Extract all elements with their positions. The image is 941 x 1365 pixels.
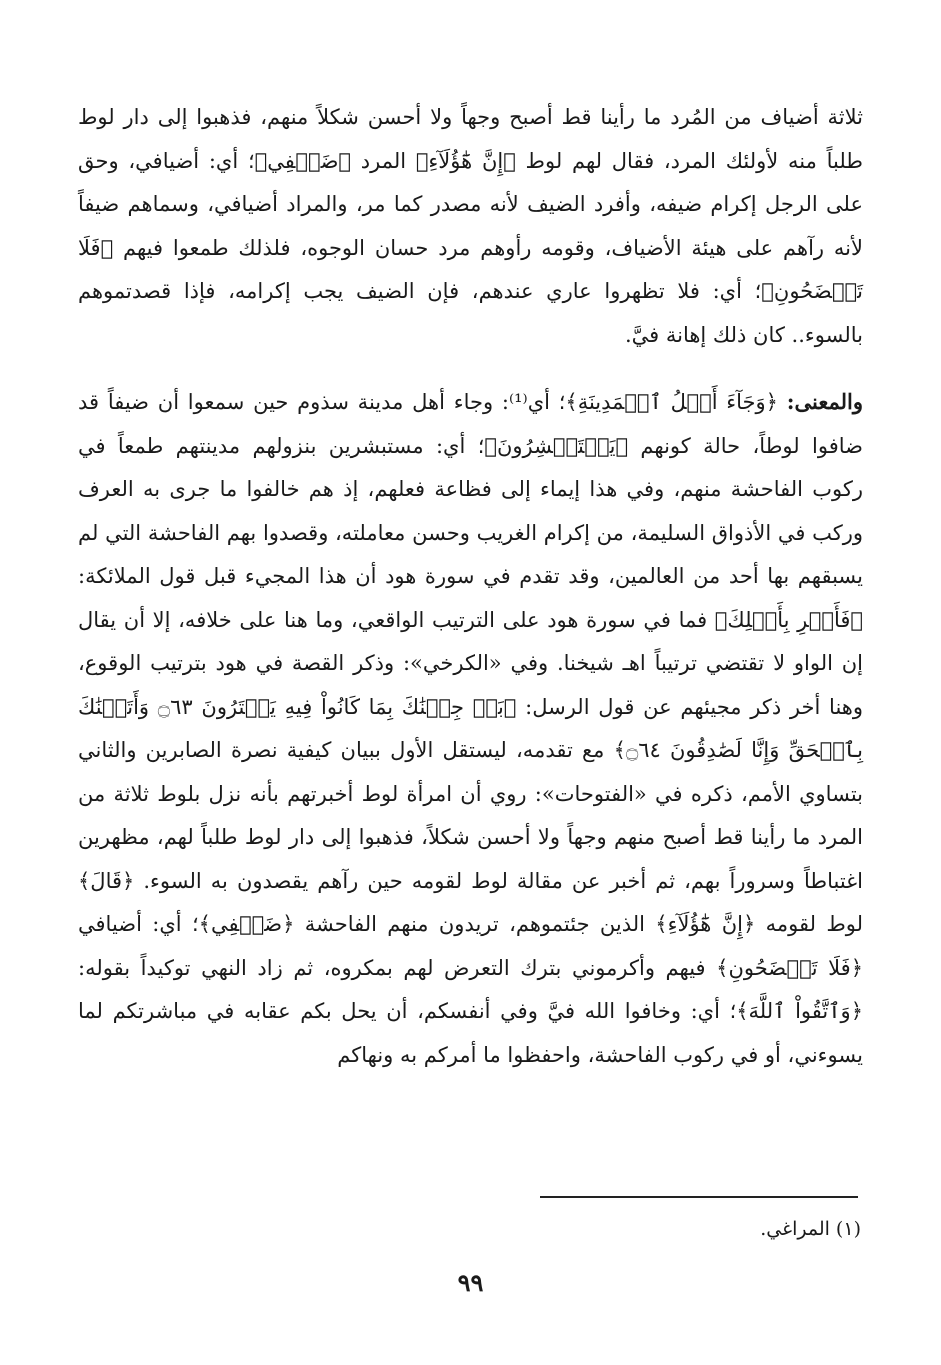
paragraph-2-text: ﴿وَجَآءَ أَهۡلُ ٱلۡمَدِينَةِ﴾؛ أي⁽¹⁾: وجاء أهل مدينة سذوم حين سمعوا أن ضيفاً قد ضافوا لوطاً، حالة كونهم ﴿يَسۡتَبۡشِرُونَ﴾؛ أي: مستبشرين بنزولهم مدينتهم طمعاً في ركوب الفاحشة منهم، وفي هذا إيماء إلى فظاعة فعلهم، إذ هم خالفوا ما جرى به العرف وركب في الأذواق السليمة، من إكرام الغريب وحسن معاملته، وقصدوا بهم الفاحشة التي لم يسبقهم بها أحد من العالمين، وقد تقدم في سورة هود أن هذا المجيء قبل قول الملائكة: ﴿فَأَسۡرِ بِأَهۡلِكَ﴾ فما في سورة هود على الترتيب الواقعي، وما هنا على خلافه، إلا أن يقال إن الواو لا تقتضي ترتيباً اهـ شيخنا. وفي «الكرخي»: وذكر القصة في هود بترتيب الوقوع، وهنا أخر ذكر مجيئهم عن قول الرسل: ﴿بَلۡ جِئۡنَٰكَ بِمَا كَانُواْ فِيهِ يَمۡتَرُونَ ۝٦٣ وَأَتَيۡنَٰكَ بِٱلۡحَقِّ وَإِنَّا لَصَٰدِقُونَ ۝٦٤﴾ مع تقدمه، ليستقل الأول ببيان كيفية نصرة الصابرين والثاني بتساوي الأمم، ذكره في «الفتوحات»: روي أن امرأة لوط أخبرتهم بأنه نزل بلوط ثلاثة من المرد ما رأينا قط أصبح منهم وجهاً ولا أحسن شكلاً، فذهبوا إلى دار لوط طلباً لهم، مظهرين اغتباطاً وسروراً بهم، ثم أخبر عن مقالة لوط لقومه حين رآهم يقصدون به السوء. ﴿قَالَ﴾ لوط لقومه ﴿إِنَّ هَٰٓؤُلَآءِ﴾ الذين جئتموهم، تريدون منهم الفاحشة ﴿ضَيۡفِي﴾؛ أي: أضيافي ﴿فَلَا تَفۡضَحُونِ﴾ فيهم وأكرموني بترك التعرض لهم بمكروه، ثم زاد النهي توكيداً بقوله: ﴿وَٱتَّقُواْ ٱللَّهَ﴾؛ أي: وخافوا الله فيَّ وفي أنفسكم، أن يحل بكم عقابه في مباشرتكم لما يسوءني، أو في ركوب الفاحشة، واحفظوا ما أمركم به ونهاكم xyxy=(78,390,863,1067)
paragraph-2 xyxy=(78,380,863,1077)
paragraph-2-lead: والمعنى: xyxy=(786,389,863,414)
paragraph-2-body xyxy=(78,380,863,1077)
paragraph-1-text: ثلاثة أضياف من المُرد ما رأينا قط أصبح وجهاً ولا أحسن شكلاً منهم، فذهبوا إلى دار لوط طلباً منه لأولئك المرد، فقال لهم لوط ﴿إِنَّ هَٰٓؤُلَآءِ﴾ المرد ﴿ضَيۡفِي﴾؛ أي: أضيافي، وحق على الرجل إكرام ضيفه، وأفرد الضيف لأنه مصدر كما مر، والمراد أضيافي، وسماهم ضيفاً لأنه رآهم على هيئة الأضياف، وقومه رأوهم مرد حسان الوجوه، فلذلك طمعوا فيهم ﴿فَلَا تَفۡضَحُونِ﴾؛ أي: فلا تظهروا عاري عندهم، فإن الضيف يجب إكرامه، فإذا قصدتموهم بالسوء.. كان ذلك إهانة فيَّ. xyxy=(78,105,863,347)
footnote-divider xyxy=(540,1196,858,1198)
footnote: (١) المراغي. xyxy=(760,1218,861,1240)
paragraph-1 xyxy=(78,96,863,357)
page-number: ٩٩ xyxy=(457,1268,484,1297)
